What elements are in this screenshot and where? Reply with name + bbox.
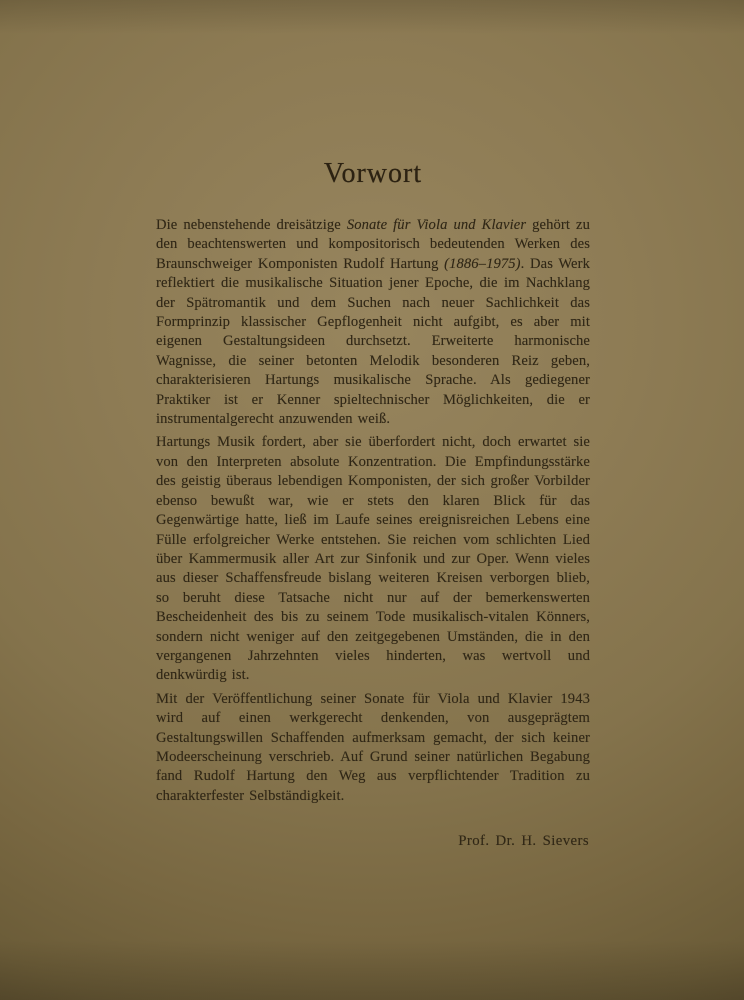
composer-dates-italic: (1886–1975) [444, 255, 521, 272]
preface-body [156, 216, 590, 806]
signature: Prof. Dr. H. Sievers [458, 833, 589, 850]
paragraph-1-rest: . Das Werk reflektiert die musikalische Situation jener Epoche, die im Nachklang der Spätromantik und dem Suchen nach neuer Sachlichkeit das Formprinzip klassischer Gepflogenheit nicht aufgibt, es aber mit eigenen Gestaltungsideen durchsetzt. Erweiterte harmonische Wagnisse, die seiner betonten Melodik besonderen Reiz geben, charakterisieren Hartungs musikalische Sprache. Als gediegener Praktiker ist er Kenner spieltechnischer Möglichkeiten, die er instrumentalgerecht anzuwenden weiß. [156, 255, 590, 428]
paragraph-1-lead: Die nebenstehende dreisätzige [156, 217, 347, 233]
work-title-italic: Sonate für Viola und Klavier [346, 217, 527, 233]
page-title: Vorwort [323, 158, 423, 189]
paragraph-1 [156, 216, 590, 429]
paragraph-3: Mit der Veröffentlichung seiner Sonate für Viola und Klavier 1943 wird auf einen werkgerecht denkenden, von ausgeprägtem Gestaltungswillen Schaffenden aufmerksam gemacht, der sich keiner Modeerscheinung verschrieb. Auf Grund seiner natürlichen Begabung fand Rudolf Hartung den Weg aus verpflichtender Tradition zu charakterfester Selbständigkeit. [156, 690, 590, 804]
paragraph-1-mid: gehört zu den beachtenswerten und kompositorisch bedeutenden Werken des Braunschweiger Komponisten Rudolf Hartung [156, 217, 590, 272]
preface-text-block [156, 158, 590, 850]
paragraph-2: Hartungs Musik fordert, aber sie überfordert nicht, doch erwartet sie von den Interpreten absolute Konzentration. Die Empfindungsstärke des geistig überaus lebendigen Komponisten, der sich großer Vorbilder ebenso bewußt war, wie er stets den klaren Blick für das Gegenwärtige hatte, ließ im Laufe seines ereignisreichen Lebens eine Fülle erfolgreicher Werke entstehen. Sie reichen vom schlichten Lied über Kammermusik aller Art zur Sinfonik und zur Oper. Wenn vieles aus dieser Schaffensfreude bislang weiteren Kreisen verborgen blieb, so beruht diese Tatsache nicht nur auf der bemerkenswerten Bescheidenheit des bis zu seinem Tode musikalisch-vitalen Könners, sondern nicht weniger auf den zeitgegebenen Umständen, die in den vergangenen Jahrzehnten vieles hinderten, was wertvoll und denkwürdig ist. [156, 434, 590, 684]
